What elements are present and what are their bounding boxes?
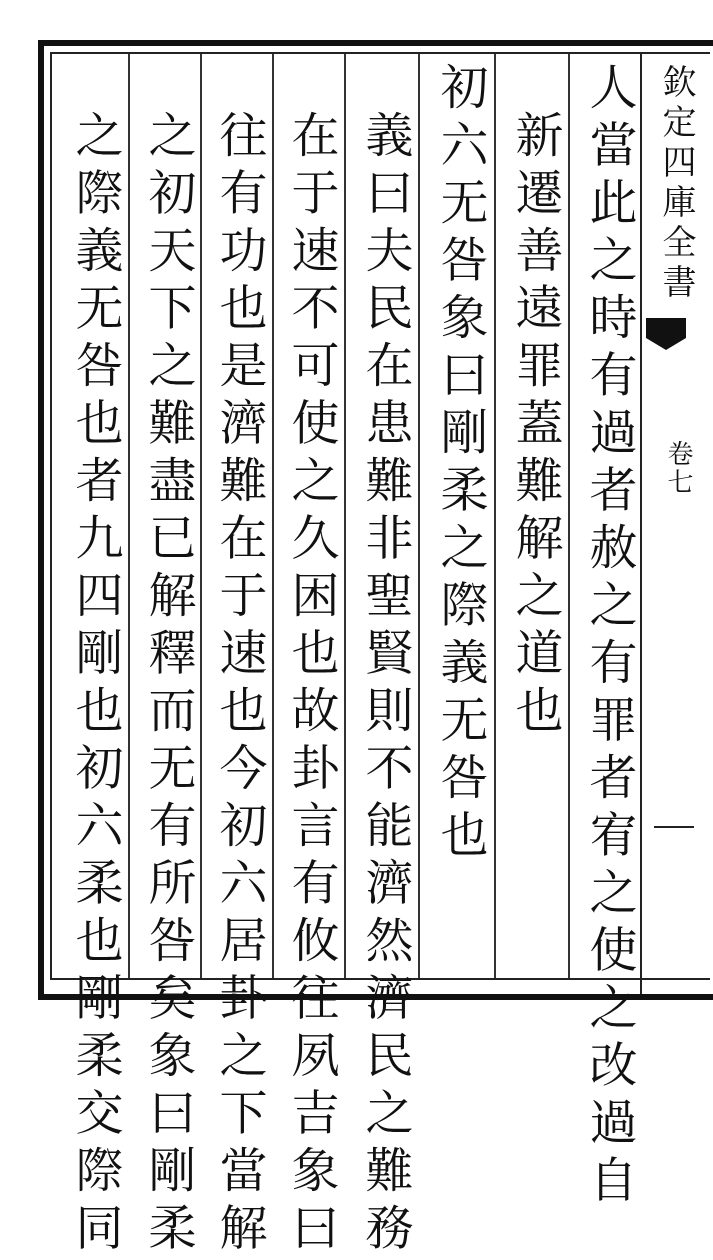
text-column-7: 之初天下之難盡已解釋而无有所咎矣象曰剛柔 bbox=[140, 110, 196, 1260]
text-column-5: 在于速不可使之久困也故卦言有攸往夙吉象曰 bbox=[283, 110, 339, 1260]
margin-dash bbox=[654, 826, 694, 828]
book-title-margin: 欽定四庫全書 bbox=[656, 64, 696, 304]
text-column-4: 義曰夫民在患難非聖賢則不能濟然濟民之難務 bbox=[357, 110, 413, 1260]
fish-tail-mark bbox=[646, 318, 686, 338]
text-column-8: 之際義无咎也者九四剛也初六柔也剛柔交際同 bbox=[67, 110, 123, 1260]
text-column-6: 往有功也是濟難在于速也今初六居卦之下當解 bbox=[211, 110, 267, 1260]
volume-label: 卷七 bbox=[663, 440, 693, 496]
text-column-1: 人當此之時有過者赦之有罪者宥之使之改過自 bbox=[581, 62, 637, 1212]
text-column-3: 初六无咎象曰剛柔之際義无咎也 bbox=[432, 62, 488, 867]
text-column-2: 新遷善遠罪蓋難解之道也 bbox=[507, 110, 563, 743]
